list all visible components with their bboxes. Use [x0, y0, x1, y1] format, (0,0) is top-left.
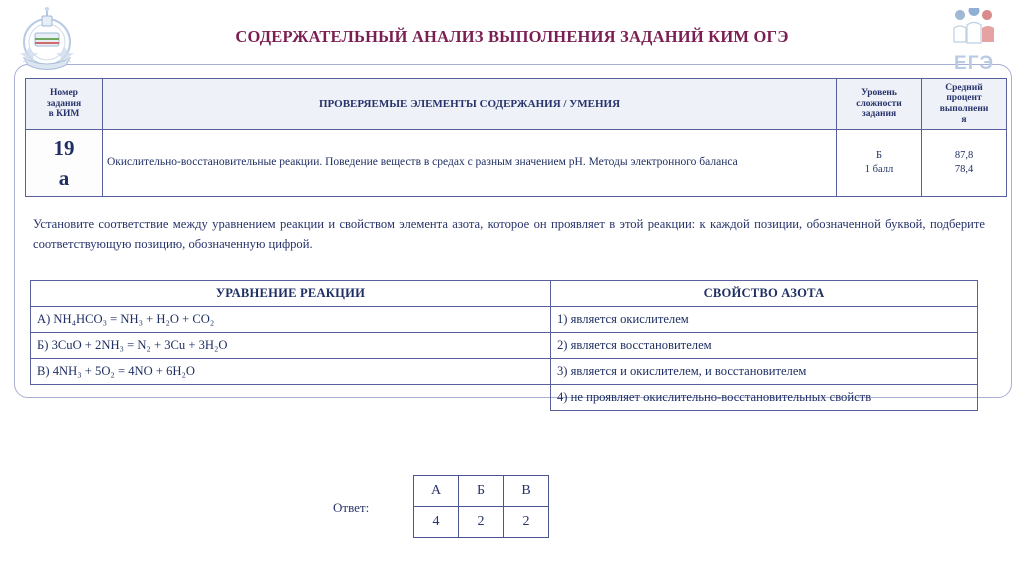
answer-letter-a: А	[414, 476, 459, 507]
task-points: 1 балл	[864, 164, 894, 175]
answer-value-a: 4	[414, 507, 459, 538]
property-4: 4) не проявляет окислительно-восстановительных свойств	[551, 385, 978, 411]
task-number-cell	[26, 130, 103, 197]
task-difficulty-level: Б	[875, 149, 883, 161]
task-difficulty-cell	[837, 130, 922, 197]
equation-empty-cell	[31, 385, 551, 411]
header-percent-l3: выполнени	[939, 104, 989, 114]
header-average-percent	[922, 79, 1007, 130]
property-3: 3) является и окислителем, и восстановителем	[551, 359, 978, 385]
equation-b: Б) 3CuO + 2NH₃ = N₂ + 3Cu + 3H₂O	[31, 333, 551, 359]
matching-row	[31, 333, 978, 359]
table-header-row	[26, 79, 1007, 130]
task-info-row	[26, 130, 1007, 197]
answer-letter-v: В	[504, 476, 549, 507]
matching-header-equations: УРАВНЕНИЕ РЕАКЦИИ	[31, 281, 551, 307]
property-2: 2) является восстановителем	[551, 333, 978, 359]
matching-header-property: СВОЙСТВО АЗОТА	[551, 281, 978, 307]
header-task-number-l1: Номер	[50, 88, 78, 99]
header-content-elements: ПРОВЕРЯЕМЫЕ ЭЛЕМЕНТЫ СОДЕРЖАНИЯ / УМЕНИЯ	[103, 79, 837, 130]
equation-v: В) 4NH₃ + 5O₂ = 4NO + 6H₂O	[31, 359, 551, 385]
task-subnumber: а	[58, 166, 70, 190]
matching-row	[31, 359, 978, 385]
task-info-table	[25, 78, 1007, 197]
header-difficulty-l1: Уровень	[861, 88, 897, 99]
task-number: 19	[53, 135, 75, 160]
matching-header-row	[31, 281, 978, 307]
task-description: Окислительно-восстановительные реакции. Поведение веществ в средах с разным значением рН. Методы электронного баланса	[103, 130, 837, 197]
answer-value-b: 2	[459, 507, 504, 538]
answer-values-row	[414, 507, 549, 538]
header-percent-l1: Средний	[945, 82, 983, 93]
header-difficulty-l2: сложности	[856, 98, 902, 109]
answer-letters-row	[414, 476, 549, 507]
header-task-number-l3: в КИМ	[48, 109, 80, 120]
answer-label: Ответ:	[333, 500, 370, 515]
answer-table	[413, 475, 549, 538]
header-percent-l2: процент	[946, 93, 982, 104]
header-task-number	[26, 79, 103, 130]
ege-logo-text: ЕГЭ	[954, 53, 994, 74]
matching-row	[31, 307, 978, 333]
header-difficulty-l3: задания	[861, 109, 897, 120]
header-percent-l4: я	[961, 114, 967, 125]
header-task-number-l2: задания	[46, 98, 82, 109]
task-percent-first: 87,8	[954, 149, 974, 161]
matching-row	[31, 385, 978, 411]
answer-value-v: 2	[504, 507, 549, 538]
equation-a: А) NH₄HCO₃ = NH₃ + H₂O + CO₂	[31, 307, 551, 333]
task-percent-second: 78,4	[954, 164, 974, 175]
page-title: СОДЕРЖАТЕЛЬНЫЙ АНАЛИЗ ВЫПОЛНЕНИЯ ЗАДАНИЙ КИМ ОГЭ	[235, 27, 789, 46]
header-difficulty-level	[837, 79, 922, 130]
matching-table	[30, 280, 978, 411]
answer-letter-b: Б	[459, 476, 504, 507]
task-percent-cell	[922, 130, 1007, 197]
property-1: 1) является окислителем	[551, 307, 978, 333]
task-instruction-text: Установите соответствие между уравнением реакции и свойством элемента азота, которое он проявляет в этой реакции: к каждой позиции, обозначенной буквой, подберите соответствующую позицию, обозначенную цифрой.	[33, 217, 985, 252]
